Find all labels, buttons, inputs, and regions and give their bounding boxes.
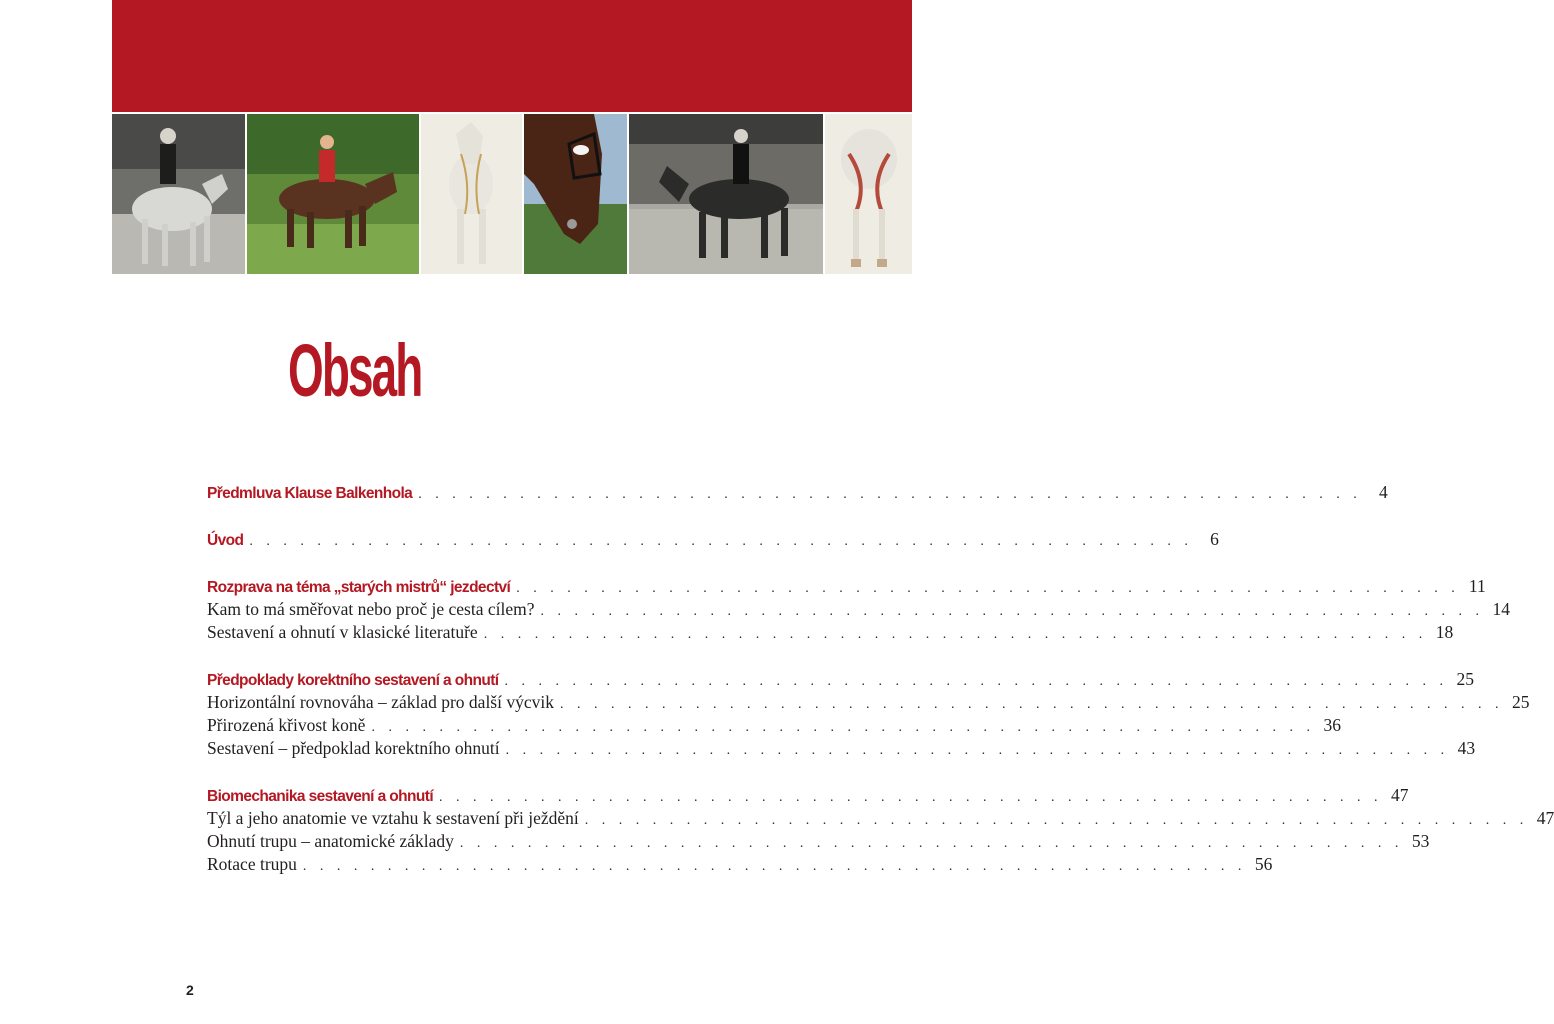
toc-entry-title: Horizontální rovnováha – základ pro další výcvik bbox=[207, 692, 554, 712]
toc-section-title: Rozprava na téma „starých mistrů“ jezdectví bbox=[207, 579, 511, 596]
page-number: 2 bbox=[186, 982, 194, 998]
toc-entry-title: Rotace trupu bbox=[207, 854, 297, 874]
toc-section-title: Předpoklady korektního sestavení a ohnutí bbox=[207, 672, 499, 689]
toc-page-number: 56 bbox=[1254, 854, 1273, 874]
toc-entry-title: Ohnutí trupu – anatomické základy bbox=[207, 831, 454, 851]
photo-rider-grey-horse bbox=[112, 114, 245, 274]
toc-section-row[interactable] bbox=[207, 529, 1219, 553]
toc-section-row[interactable] bbox=[207, 482, 1388, 506]
toc-leader-dots: . . . . . . . . . . . . . . . . . . . . . . . . . . . . . . . . . . . . . . . . . . . . . . . . . . . . . . . . bbox=[584, 813, 1529, 828]
toc-leader-dots: . . . . . . . . . . . . . . . . . . . . . . . . . . . . . . . . . . . . . . . . . . . . . . . . . . . . . . . . bbox=[302, 859, 1247, 874]
photo-rider-bay-horse-field bbox=[247, 114, 419, 274]
toc-page-number: 53 bbox=[1411, 831, 1430, 851]
toc-page-number: 36 bbox=[1323, 715, 1341, 735]
toc-section-title: Úvod bbox=[207, 532, 244, 549]
photo-strip bbox=[112, 114, 912, 274]
toc-entry-title: Týl a jeho anatomie ve vztahu k sestavení při ježdění bbox=[207, 808, 579, 828]
photo-anatomy-front-view bbox=[421, 114, 522, 274]
toc-page-number: 14 bbox=[1492, 599, 1511, 619]
photo-horse-head-bridle bbox=[524, 114, 627, 274]
toc-page-number: 25 bbox=[1456, 669, 1475, 689]
toc-leader-dots: . . . . . . . . . . . . . . . . . . . . . . . . . . . . . . . . . . . . . . . . . . . . . . . . . . . . . . . . bbox=[505, 743, 1450, 758]
toc-leader-dots: . . . . . . . . . . . . . . . . . . . . . . . . . . . . . . . . . . . . . . . . . . . . . . . . . . . . . . . . bbox=[540, 604, 1485, 619]
toc-page-number: 18 bbox=[1435, 622, 1454, 642]
photo-anatomy-rear-view bbox=[825, 114, 912, 274]
toc-page-number: 6 bbox=[1210, 529, 1219, 549]
toc-entry-row[interactable] bbox=[207, 715, 1341, 739]
toc-entry-title: Přirozená křivost koně bbox=[207, 715, 366, 735]
toc-leader-dots: . . . . . . . . . . . . . . . . . . . . . . . . . . . . . . . . . . . . . . . . . . . . . . . . . . . . . . . . bbox=[439, 790, 1383, 805]
toc-leader-dots: . . . . . . . . . . . . . . . . . . . . . . . . . . . . . . . . . . . . . . . . . . . . . . . . . . . . . . . . bbox=[249, 534, 1193, 549]
toc-section-row[interactable] bbox=[207, 785, 1409, 809]
toc-entry-row[interactable] bbox=[207, 808, 1554, 832]
toc-leader-dots: . . . . . . . . . . . . . . . . . . . . . . . . . . . . . . . . . . . . . . . . . . . . . . . . . . . . . . . . bbox=[504, 674, 1449, 689]
toc-leader-dots: . . . . . . . . . . . . . . . . . . . . . . . . . . . . . . . . . . . . . . . . . . . . . . . . . . . . . . . . bbox=[483, 627, 1428, 642]
toc-leader-dots: . . . . . . . . . . . . . . . . . . . . . . . . . . . . . . . . . . . . . . . . . . . . . . . . . . . . . . . . bbox=[559, 697, 1504, 712]
photo-rider-dark-horse-arena bbox=[629, 114, 823, 274]
toc-entry-title: Sestavení – předpoklad korektního ohnutí bbox=[207, 738, 500, 758]
toc-page-number: 47 bbox=[1391, 785, 1409, 805]
toc-leader-dots: . . . . . . . . . . . . . . . . . . . . . . . . . . . . . . . . . . . . . . . . . . . . . . . . . . . . . . . . bbox=[516, 581, 1460, 596]
toc-entry-row[interactable] bbox=[207, 599, 1511, 623]
toc-page-number: 25 bbox=[1511, 692, 1530, 712]
toc-section-title: Předmluva Klause Balkenhola bbox=[207, 485, 413, 502]
toc-section-row[interactable] bbox=[207, 669, 1475, 693]
toc-entry-row[interactable] bbox=[207, 622, 1454, 646]
toc-entry-row[interactable] bbox=[207, 854, 1273, 878]
toc-entry-row[interactable] bbox=[207, 738, 1476, 762]
toc-page-number: 4 bbox=[1378, 482, 1388, 502]
toc-entry-row[interactable] bbox=[207, 831, 1430, 855]
toc-page-number: 11 bbox=[1468, 576, 1486, 596]
toc-leader-dots: . . . . . . . . . . . . . . . . . . . . . . . . . . . . . . . . . . . . . . . . . . . . . . . . . . . . . . . . bbox=[459, 836, 1404, 851]
toc-entry-title: Sestavení a ohnutí v klasické literatuře bbox=[207, 622, 478, 642]
toc-section-row[interactable] bbox=[207, 576, 1486, 600]
toc-leader-dots: . . . . . . . . . . . . . . . . . . . . . . . . . . . . . . . . . . . . . . . . . . . . . . . . . . . . . . . . bbox=[371, 720, 1315, 735]
toc-leader-dots: . . . . . . . . . . . . . . . . . . . . . . . . . . . . . . . . . . . . . . . . . . . . . . . . . . . . . . . . bbox=[418, 487, 1362, 502]
page-title: Obsah bbox=[288, 329, 422, 412]
toc-section-title: Biomechanika sestavení a ohnutí bbox=[207, 788, 434, 805]
toc-page-number: 43 bbox=[1457, 738, 1476, 758]
toc-entry-title: Kam to má směřovat nebo proč je cesta cílem? bbox=[207, 599, 535, 619]
toc-entry-row[interactable] bbox=[207, 692, 1530, 716]
toc-page-number: 47 bbox=[1536, 808, 1554, 828]
header-red-band bbox=[112, 0, 912, 112]
